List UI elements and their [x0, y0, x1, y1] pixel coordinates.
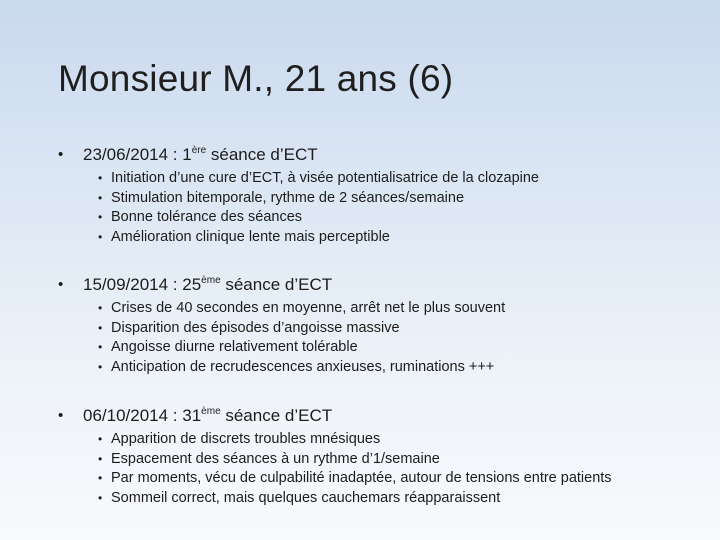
session-label: séance d’ECT — [220, 275, 333, 294]
bullet-icon: • — [98, 320, 103, 335]
list-item: • Bonne tolérance des séances — [58, 208, 708, 228]
slide-title: Monsieur M., 21 ans (6) — [58, 58, 454, 99]
bullet-icon: • — [58, 407, 64, 424]
session-label: séance d’ECT — [220, 406, 333, 425]
bullet-icon: • — [98, 340, 103, 354]
section-1 — [58, 143, 708, 247]
section-heading — [58, 404, 708, 428]
bullet-icon: • — [98, 210, 103, 224]
session-date: 15/09/2014 : 25 — [83, 275, 202, 294]
list-item: • Apparition de discrets troubles mnésiques — [58, 430, 708, 450]
sub-list — [58, 169, 708, 247]
list-item: • Anticipation de recrudescences anxieuses, ruminations +++ — [58, 358, 708, 378]
bullet-icon: • — [98, 359, 103, 374]
section-heading — [58, 273, 708, 297]
list-item: • Angoisse diurne relativement tolérable — [58, 338, 708, 358]
ordinal-suffix: ème — [201, 406, 221, 417]
section-heading-text — [83, 143, 318, 167]
section-3 — [58, 404, 708, 508]
section-heading-text — [83, 273, 332, 297]
bullet-icon: • — [98, 190, 103, 205]
session-date: 06/10/2014 : 31 — [83, 406, 202, 425]
list-item: • Amélioration clinique lente mais perceptible — [58, 228, 708, 248]
list-item: • Sommeil correct, mais quelques cauchemars réapparaissent — [58, 489, 708, 509]
section-heading — [58, 143, 708, 167]
list-item: • Par moments, vécu de culpabilité inadaptée, autour de tensions entre patients — [58, 469, 708, 489]
bullet-icon: • — [98, 471, 103, 485]
section-heading-text — [83, 404, 332, 428]
session-date: 23/06/2014 : 1 — [83, 145, 192, 164]
list-item: • Crises de 40 secondes en moyenne, arrêt net le plus souvent — [58, 299, 708, 319]
ordinal-suffix: ème — [201, 275, 221, 286]
bullet-icon: • — [98, 229, 103, 244]
bullet-icon: • — [98, 432, 103, 446]
bullet-icon: • — [58, 146, 64, 163]
list-item: • Stimulation bitemporale, rythme de 2 séances/semaine — [58, 189, 708, 209]
list-item: • Initiation d’une cure d’ECT, à visée potentialisatrice de la clozapine — [58, 169, 708, 189]
list-item: • Espacement des séances à un rythme d’1/semaine — [58, 450, 708, 470]
bullet-icon: • — [98, 490, 103, 505]
session-label: séance d’ECT — [206, 145, 318, 164]
list-item: • Disparition des épisodes d’angoisse massive — [58, 319, 708, 339]
bullet-icon: • — [58, 276, 64, 293]
bullet-icon: • — [98, 171, 103, 185]
section-2 — [58, 273, 708, 377]
sub-list — [58, 299, 708, 377]
ordinal-suffix: ère — [191, 145, 207, 156]
bullet-icon: • — [98, 451, 103, 466]
bullet-icon: • — [98, 301, 103, 315]
sub-list — [58, 430, 708, 508]
